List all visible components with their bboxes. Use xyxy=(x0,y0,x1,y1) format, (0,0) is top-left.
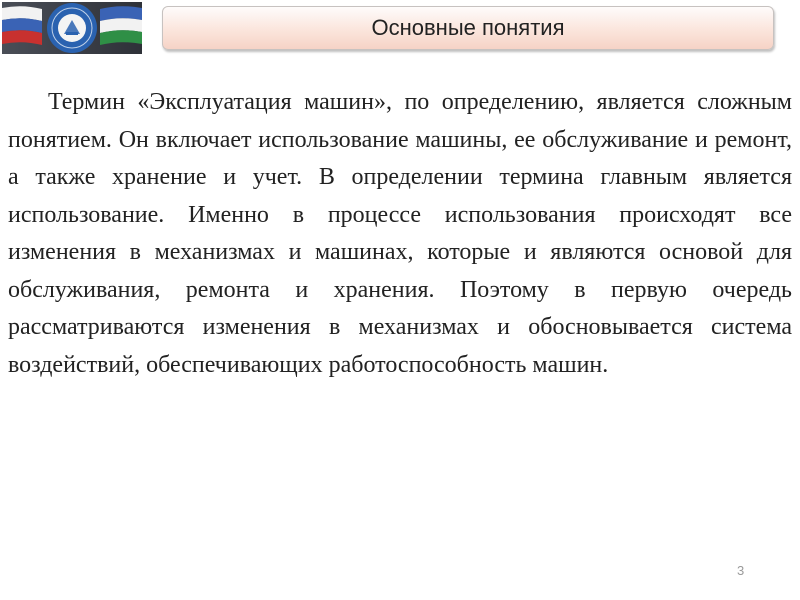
university-emblem-icon xyxy=(2,2,142,54)
slide-title-box xyxy=(162,6,774,50)
page-number: 3 xyxy=(737,563,745,578)
slide-title: Основные понятия xyxy=(371,15,565,40)
slide-body-text: Термин «Эксплуатация машин», по определению, является сложным понятием. Он включает использование машины, ее обслуживание и ремонт, а также хранение и учет. В определении термина главным является использование. Именно в процессе использования происходят все изменения в механизмах и машинах, которые и являются основой для обслуживания, ремонта и хранения. Поэтому в первую очередь рассматриваются изменения в механизмах и обосновывается система воздействий, обеспечивающих работоспособность машин. xyxy=(8,89,792,378)
university-logo xyxy=(2,2,142,54)
